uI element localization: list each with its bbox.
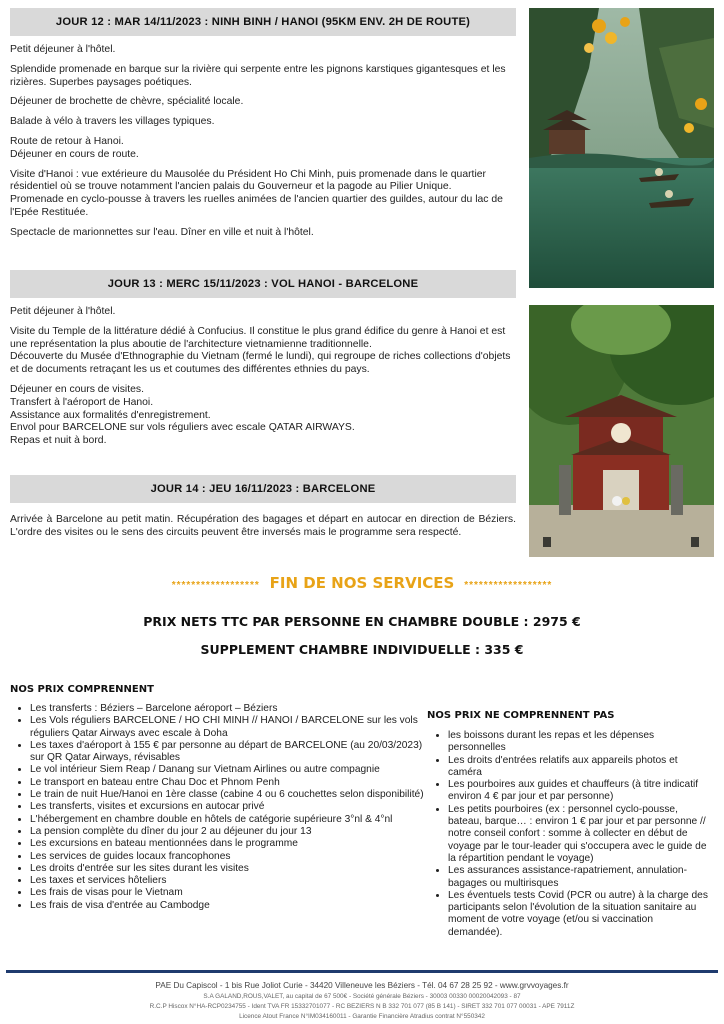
day12-header: JOUR 12 : MAR 14/11/2023 : NINH BINH / HANOI (95KM ENV. 2H DE ROUTE) <box>10 8 516 36</box>
day12-p6: Déjeuner en cours de route. <box>10 148 139 160</box>
day13-p7: Envol pour BARCELONE sur vols réguliers avec escale QATAR AIRWAYS. <box>10 422 355 434</box>
excluded-list <box>430 730 710 939</box>
list-item: • L'hébergement en chambre double en hôtels de catégorie supérieure 3°nl & 4°nl <box>30 814 426 826</box>
day13-p4: Déjeuner en cours de visites. <box>10 383 144 395</box>
list-item: • Les taxes et services hôteliers <box>30 875 426 887</box>
list-item: • Les transferts : Béziers – Barcelone aéroport – Béziers <box>30 703 426 715</box>
day13-p6: Assistance aux formalités d'enregistrement. <box>10 409 211 421</box>
day12-p8: Promenade en cyclo-pousse à travers les ruelles animées de l'ancien quartier des guildes, autour du lac de l'Epée Restituée. <box>10 194 503 218</box>
end-of-services-banner <box>0 574 724 592</box>
list-item: • Le transport en bateau entre Chau Doc et Phnom Penh <box>30 777 426 789</box>
day13-p1: Petit déjeuner à l'hôtel. <box>10 306 116 317</box>
included-title: NOS PRIX COMPRENNENT <box>10 684 154 695</box>
end-of-services-title: FIN DE NOS SERVICES <box>269 574 455 592</box>
day12-p7: Visite d'Hanoi : vue extérieure du Mausolée du Président Ho Chi Minh, puis promenade dans le quartier résidentiel où se trouve notamment l'ancien palais du Gouverneur et la pagode au Pilier Unique. <box>10 168 486 193</box>
list-item: • Les services de guides locaux francophones <box>30 851 426 863</box>
day14-p1: Arrivée à Barcelone au petit matin. Récupération des bagages et départ en autocar en direction de Béziers. L'ordre des visites ou le sens des circuits peuvent être inversés mais le programme sera respecté. <box>10 514 516 538</box>
day13-p8: Repas et nuit à bord. <box>10 435 107 447</box>
list-item: • La pension complète du dîner du jour 2 au déjeuner du jour 13 <box>30 826 426 838</box>
list-item: • Les transferts, visites et excursions en autocar privé <box>30 801 426 813</box>
list-item: • Les frais de visas pour le Vietnam <box>30 887 426 899</box>
stars-left: ****************** <box>171 580 260 591</box>
day12-p4: Balade à vélo à travers les villages typiques. <box>10 116 215 128</box>
day14-text <box>10 514 516 547</box>
day13-p5: Transfert à l'aéroport de Hanoi. <box>10 396 154 408</box>
day12-text <box>10 44 516 247</box>
day13-p3: Découverte du Musée d'Ethnographie du Vietnam (fermé le lundi), qui regroupe de riches collections d'objets et de documents retraçant les us et coutumes des différentes ethnies du pays. <box>10 351 511 376</box>
footer-legal-1: S.A GALAND,ROUS,VALET, au capital de 67 500€ - Société générale Béziers - 30003 00330 00020042093 - 87 <box>203 993 521 1000</box>
list-item: • Les assurances assistance-rapatriement, annulation-bagages ou multirisques <box>448 865 710 890</box>
day13-p2: Visite du Temple de la littérature dédié à Confucius. Il constitue le plus grand édifice du genre à Hanoi et est une représentation la plus aboutie de l'architecture vietnamienne traditionnelle. <box>10 325 506 350</box>
list-item: • Les droits d'entrée sur les sites durant les visites <box>30 863 426 875</box>
price-single-supplement: SUPPLEMENT CHAMBRE INDIVIDUELLE : 335 € <box>200 642 524 657</box>
photo-temple-of-literature <box>529 305 714 557</box>
footer-legal-2: R.C.P Hiscox N°HA-RCP0234755 - Ident TVA FR 15332701077 - RC BEZIERS N B 332 701 077 (85 B 141) - SIRET 332 701 077 00031 - APE 7911Z <box>149 1003 575 1010</box>
footer-divider <box>6 970 718 973</box>
day12-p9: Spectacle de marionnettes sur l'eau. Dîner en ville et nuit à l'hôtel. <box>10 226 314 238</box>
list-item: • Les taxes d'aéroport à 155 € par personne au départ de BARCELONE (au 20/03/2023) sur QR Qatar Airways, révisables <box>30 740 426 765</box>
list-item: • Les excursions en bateau mentionnées dans le programme <box>30 838 426 850</box>
list-item: • Le train de nuit Hue/Hanoi en 1ère classe (cabine 4 ou 6 couchettes selon disponibilité) <box>30 789 426 801</box>
excluded-title: NOS PRIX NE COMPRENNENT PAS <box>427 710 615 721</box>
day13-text <box>10 306 516 448</box>
price-double-room: PRIX NETS TTC PAR PERSONNE EN CHAMBRE DOUBLE : 2975 € <box>143 614 581 629</box>
day14-header: JOUR 14 : JEU 16/11/2023 : BARCELONE <box>10 475 516 503</box>
list-item: • Les droits d'entrées relatifs aux appareils photos et caméra <box>448 755 710 780</box>
list-item: • les boissons durant les repas et les dépenses personnelles <box>448 730 710 755</box>
list-item: • Les Vols réguliers BARCELONE / HO CHI MINH // HANOI / BARCELONE sur les vols réguliers Qatar Airways avec escale à Doha <box>30 715 426 740</box>
footer-legal-3: Licence Atout France N°IM034160011 - Garantie Financière Atradius contrat N°550342 <box>239 1013 485 1020</box>
list-item: • Les petits pourboires (ex : personnel cyclo-pousse, bateau, barque… : environ 1 € par jour et par personne // notre conseil confort : somme à collecter en début de voyage par le tour-leader qui s'occupera avec le guide de la répartition pendant le voyage) <box>448 804 710 865</box>
stars-right: ****************** <box>464 580 553 591</box>
list-item: • Le vol intérieur Siem Reap / Danang sur Vietnam Airlines ou autre compagnie <box>30 764 426 776</box>
list-item: • Les éventuels tests Covid (PCR ou autre) à la charge des participants selon l'évolution de la situation sanitaire au moment de votre voyage (et/ou si vaccination demandée). <box>448 890 710 939</box>
list-item: • Les pourboires aux guides et chauffeurs (à titre indicatif environ 4 € par jour et par personne) <box>448 779 710 804</box>
photo-ninh-binh-river <box>529 8 714 288</box>
day12-p3: Déjeuner de brochette de chèvre, spécialité locale. <box>10 96 244 108</box>
footer-address: PAE Du Capiscol - 1 bis Rue Joliot Curie - 34420 Villeneuve les Béziers - Tél. 04 67 28 25 92 - www.grvvoyages.fr <box>155 981 569 990</box>
day13-header: JOUR 13 : MERC 15/11/2023 : VOL HANOI - BARCELONE <box>10 270 516 298</box>
included-list <box>12 703 426 912</box>
list-item: • Les frais de visa d'entrée au Cambodge <box>30 900 426 912</box>
day12-p5: Route de retour à Hanoi. <box>10 135 124 147</box>
day12-p1: Petit déjeuner à l'hôtel. <box>10 44 116 55</box>
day12-p2: Splendide promenade en barque sur la rivière qui serpente entre les pignons karstiques gigantesques et les rizières. Superbes paysages poétiques. <box>10 63 506 88</box>
